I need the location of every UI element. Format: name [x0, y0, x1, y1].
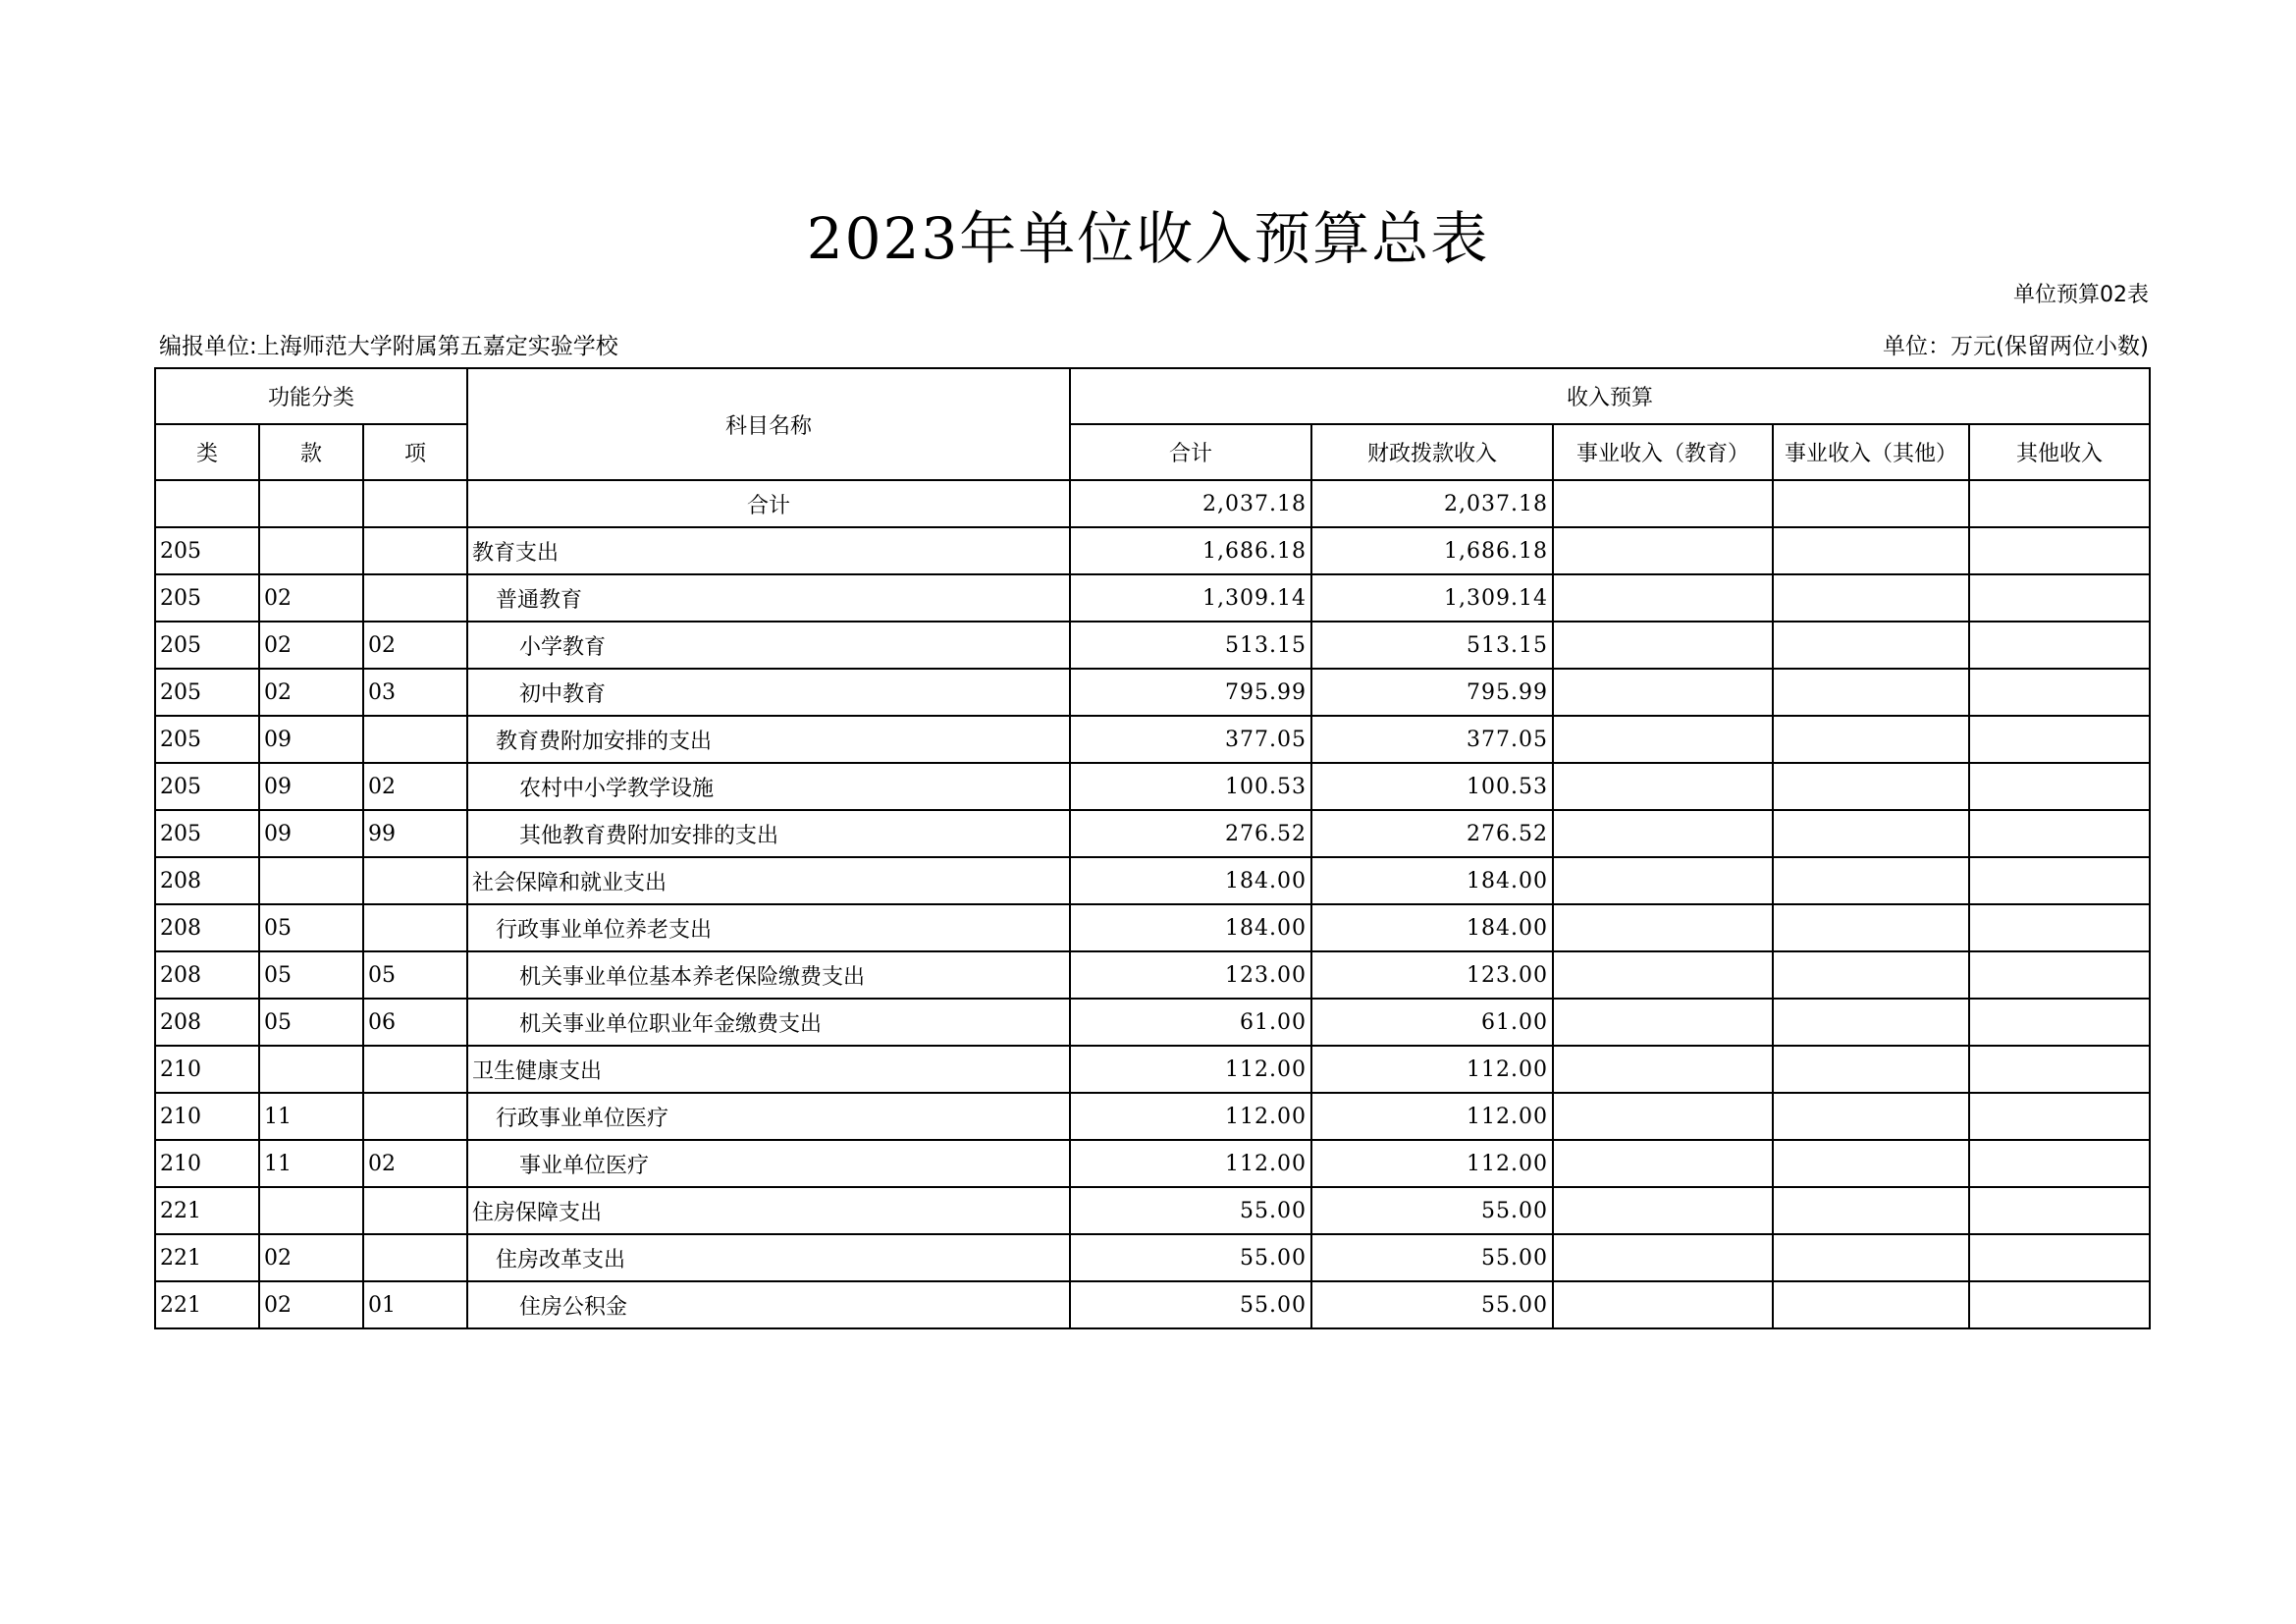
table-row: [155, 527, 2150, 574]
cell-subject-name: 教育费附加安排的支出: [467, 716, 1070, 763]
cell-fiscal: 1,686.18: [1311, 527, 1553, 574]
cell-biz-other: [1773, 669, 1969, 716]
total-label: 合计: [467, 480, 1070, 527]
header-kuan: 款: [259, 424, 363, 480]
cell-other: [1969, 999, 2150, 1046]
cell-total: 55.00: [1070, 1234, 1311, 1281]
cell-lei: 221: [155, 1187, 259, 1234]
cell-fiscal: 55.00: [1311, 1281, 1553, 1328]
currency-unit: 单位：万元(保留两位小数): [1883, 334, 2149, 359]
cell-total: 795.99: [1070, 669, 1311, 716]
cell-kuan: [259, 857, 363, 904]
cell-fiscal: 276.52: [1311, 810, 1553, 857]
cell-xiang: [363, 1093, 467, 1140]
table-row: [155, 574, 2150, 622]
form-number: 单位预算02表: [2013, 283, 2149, 307]
cell-kuan: [259, 1046, 363, 1093]
cell-kuan: 02: [259, 622, 363, 669]
cell-subject-name: 行政事业单位医疗: [467, 1093, 1070, 1140]
cell-biz-other: [1773, 1281, 1969, 1328]
cell-lei: 221: [155, 1234, 259, 1281]
cell-total: 377.05: [1070, 716, 1311, 763]
table-row: [155, 1281, 2150, 1328]
cell-fiscal: 61.00: [1311, 999, 1553, 1046]
cell-biz-other: [1773, 951, 1969, 999]
cell-total: 112.00: [1070, 1140, 1311, 1187]
table-row: [155, 1140, 2150, 1187]
cell-lei: 205: [155, 574, 259, 622]
cell-biz-edu: [1553, 527, 1773, 574]
cell-xiang: [363, 527, 467, 574]
cell-subject-name: 社会保障和就业支出: [467, 857, 1070, 904]
cell-biz-other: [1773, 810, 1969, 857]
cell-lei: 205: [155, 716, 259, 763]
cell-biz-edu: [1553, 1234, 1773, 1281]
cell-lei: 205: [155, 622, 259, 669]
header-fiscal: 财政拨款收入: [1311, 424, 1553, 480]
cell-total: 112.00: [1070, 1046, 1311, 1093]
table-row: [155, 669, 2150, 716]
total-kuan: [259, 480, 363, 527]
header-biz-other: 事业收入（其他）: [1773, 424, 1969, 480]
cell-fiscal: 1,309.14: [1311, 574, 1553, 622]
cell-lei: 210: [155, 1046, 259, 1093]
cell-biz-edu: [1553, 1281, 1773, 1328]
cell-other: [1969, 716, 2150, 763]
cell-biz-other: [1773, 857, 1969, 904]
cell-kuan: [259, 527, 363, 574]
header-xiang: 项: [363, 424, 467, 480]
total-biz-other: [1773, 480, 1969, 527]
cell-kuan: 11: [259, 1140, 363, 1187]
total-xiang: [363, 480, 467, 527]
cell-fiscal: 55.00: [1311, 1234, 1553, 1281]
budget-table: [154, 367, 2151, 1329]
total-biz-edu: [1553, 480, 1773, 527]
cell-kuan: 02: [259, 1234, 363, 1281]
cell-other: [1969, 1093, 2150, 1140]
cell-total: 1,309.14: [1070, 574, 1311, 622]
cell-other: [1969, 527, 2150, 574]
cell-xiang: 01: [363, 1281, 467, 1328]
cell-subject-name: 行政事业单位养老支出: [467, 904, 1070, 951]
cell-xiang: 02: [363, 1140, 467, 1187]
cell-total: 100.53: [1070, 763, 1311, 810]
cell-other: [1969, 857, 2150, 904]
table-row: [155, 1234, 2150, 1281]
total-fiscal: 2,037.18: [1311, 480, 1553, 527]
cell-other: [1969, 1140, 2150, 1187]
cell-kuan: 11: [259, 1093, 363, 1140]
cell-lei: 205: [155, 810, 259, 857]
table-row: [155, 951, 2150, 999]
cell-biz-other: [1773, 1093, 1969, 1140]
cell-other: [1969, 1046, 2150, 1093]
cell-lei: 210: [155, 1140, 259, 1187]
cell-subject-name: 事业单位医疗: [467, 1140, 1070, 1187]
cell-total: 1,686.18: [1070, 527, 1311, 574]
cell-kuan: 09: [259, 716, 363, 763]
cell-total: 61.00: [1070, 999, 1311, 1046]
cell-biz-edu: [1553, 1046, 1773, 1093]
cell-xiang: 06: [363, 999, 467, 1046]
table-row: [155, 999, 2150, 1046]
cell-biz-edu: [1553, 669, 1773, 716]
cell-subject-name: 农村中小学教学设施: [467, 763, 1070, 810]
cell-biz-edu: [1553, 1093, 1773, 1140]
cell-biz-edu: [1553, 716, 1773, 763]
cell-other: [1969, 810, 2150, 857]
cell-xiang: [363, 1046, 467, 1093]
cell-total: 513.15: [1070, 622, 1311, 669]
cell-biz-other: [1773, 716, 1969, 763]
cell-kuan: 09: [259, 810, 363, 857]
cell-other: [1969, 574, 2150, 622]
cell-fiscal: 112.00: [1311, 1093, 1553, 1140]
table-row: [155, 1093, 2150, 1140]
cell-biz-other: [1773, 1234, 1969, 1281]
cell-fiscal: 377.05: [1311, 716, 1553, 763]
cell-kuan: 05: [259, 999, 363, 1046]
cell-biz-other: [1773, 904, 1969, 951]
cell-total: 55.00: [1070, 1281, 1311, 1328]
cell-xiang: 02: [363, 622, 467, 669]
cell-kuan: 02: [259, 574, 363, 622]
cell-other: [1969, 904, 2150, 951]
cell-other: [1969, 669, 2150, 716]
cell-total: 55.00: [1070, 1187, 1311, 1234]
cell-fiscal: 184.00: [1311, 904, 1553, 951]
header-income-budget: 收入预算: [1070, 368, 2150, 424]
table-row: [155, 857, 2150, 904]
cell-lei: 208: [155, 857, 259, 904]
cell-total: 184.00: [1070, 904, 1311, 951]
cell-fiscal: 123.00: [1311, 951, 1553, 999]
table-row: [155, 763, 2150, 810]
cell-biz-edu: [1553, 1140, 1773, 1187]
total-other: [1969, 480, 2150, 527]
cell-total: 123.00: [1070, 951, 1311, 999]
cell-lei: 208: [155, 904, 259, 951]
cell-fiscal: 513.15: [1311, 622, 1553, 669]
cell-biz-edu: [1553, 904, 1773, 951]
cell-kuan: 05: [259, 951, 363, 999]
cell-lei: 208: [155, 999, 259, 1046]
cell-subject-name: 卫生健康支出: [467, 1046, 1070, 1093]
cell-xiang: [363, 904, 467, 951]
cell-lei: 205: [155, 669, 259, 716]
cell-xiang: [363, 716, 467, 763]
cell-lei: 208: [155, 951, 259, 999]
cell-kuan: 09: [259, 763, 363, 810]
cell-other: [1969, 951, 2150, 999]
cell-biz-other: [1773, 999, 1969, 1046]
cell-subject-name: 住房改革支出: [467, 1234, 1070, 1281]
cell-fiscal: 112.00: [1311, 1140, 1553, 1187]
cell-xiang: 05: [363, 951, 467, 999]
cell-biz-other: [1773, 763, 1969, 810]
cell-other: [1969, 622, 2150, 669]
cell-biz-other: [1773, 1187, 1969, 1234]
cell-subject-name: 普通教育: [467, 574, 1070, 622]
cell-subject-name: 其他教育费附加安排的支出: [467, 810, 1070, 857]
header-total: 合计: [1070, 424, 1311, 480]
cell-other: [1969, 1234, 2150, 1281]
reporting-organization: 编报单位:上海师范大学附属第五嘉定实验学校: [159, 334, 618, 359]
table-row: [155, 622, 2150, 669]
cell-lei: 205: [155, 763, 259, 810]
cell-biz-edu: [1553, 622, 1773, 669]
cell-subject-name: 教育支出: [467, 527, 1070, 574]
cell-total: 184.00: [1070, 857, 1311, 904]
cell-kuan: 02: [259, 669, 363, 716]
cell-biz-edu: [1553, 951, 1773, 999]
header-other: 其他收入: [1969, 424, 2150, 480]
cell-subject-name: 住房保障支出: [467, 1187, 1070, 1234]
table-row: [155, 1046, 2150, 1093]
cell-biz-other: [1773, 622, 1969, 669]
cell-xiang: [363, 1234, 467, 1281]
cell-lei: 210: [155, 1093, 259, 1140]
cell-lei: 221: [155, 1281, 259, 1328]
page-title: 2023年单位收入预算总表: [806, 205, 1490, 272]
cell-kuan: 02: [259, 1281, 363, 1328]
cell-kuan: 05: [259, 904, 363, 951]
cell-fiscal: 795.99: [1311, 669, 1553, 716]
cell-xiang: [363, 574, 467, 622]
cell-lei: 205: [155, 527, 259, 574]
cell-fiscal: 184.00: [1311, 857, 1553, 904]
cell-biz-edu: [1553, 857, 1773, 904]
cell-other: [1969, 1187, 2150, 1234]
table-row: [155, 716, 2150, 763]
cell-fiscal: 112.00: [1311, 1046, 1553, 1093]
table-row: [155, 810, 2150, 857]
header-subject-name: 科目名称: [467, 368, 1070, 480]
table-row: [155, 904, 2150, 951]
cell-subject-name: 小学教育: [467, 622, 1070, 669]
cell-kuan: [259, 1187, 363, 1234]
cell-biz-edu: [1553, 810, 1773, 857]
cell-biz-edu: [1553, 999, 1773, 1046]
cell-biz-other: [1773, 1140, 1969, 1187]
total-sum: 2,037.18: [1070, 480, 1311, 527]
header-lei: 类: [155, 424, 259, 480]
cell-xiang: 03: [363, 669, 467, 716]
cell-subject-name: 初中教育: [467, 669, 1070, 716]
cell-biz-edu: [1553, 1187, 1773, 1234]
cell-biz-edu: [1553, 763, 1773, 810]
cell-total: 276.52: [1070, 810, 1311, 857]
cell-total: 112.00: [1070, 1093, 1311, 1140]
cell-subject-name: 机关事业单位基本养老保险缴费支出: [467, 951, 1070, 999]
cell-xiang: 02: [363, 763, 467, 810]
cell-other: [1969, 1281, 2150, 1328]
cell-xiang: 99: [363, 810, 467, 857]
total-row: [155, 480, 2150, 527]
cell-subject-name: 机关事业单位职业年金缴费支出: [467, 999, 1070, 1046]
cell-fiscal: 100.53: [1311, 763, 1553, 810]
cell-fiscal: 55.00: [1311, 1187, 1553, 1234]
cell-biz-other: [1773, 574, 1969, 622]
cell-biz-other: [1773, 1046, 1969, 1093]
cell-xiang: [363, 1187, 467, 1234]
cell-biz-edu: [1553, 574, 1773, 622]
cell-biz-other: [1773, 527, 1969, 574]
cell-other: [1969, 763, 2150, 810]
header-biz-edu: 事业收入（教育）: [1553, 424, 1773, 480]
total-lei: [155, 480, 259, 527]
table-row: [155, 1187, 2150, 1234]
cell-subject-name: 住房公积金: [467, 1281, 1070, 1328]
header-func-class: 功能分类: [155, 368, 467, 424]
cell-xiang: [363, 857, 467, 904]
